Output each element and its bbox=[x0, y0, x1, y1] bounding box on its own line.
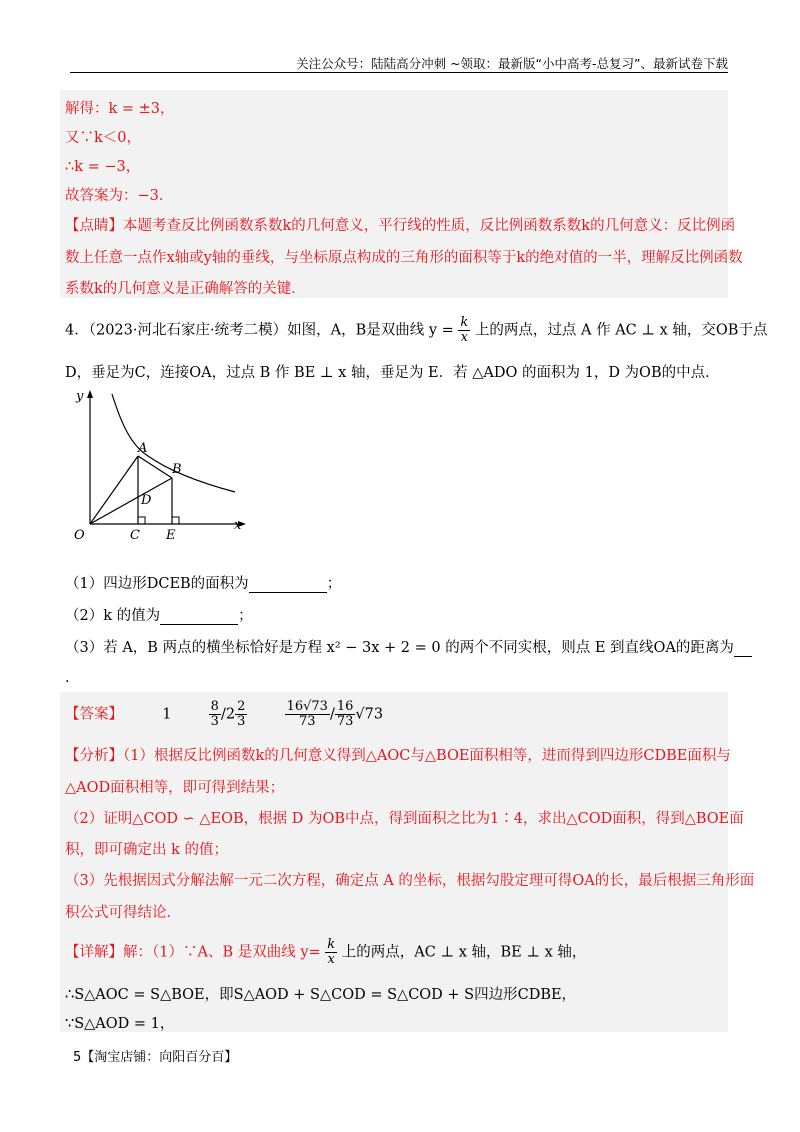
analysis-line-3: （2）证明△COD ∽ △EOB，根据 D 为OB中点，得到面积之比为1∶4，求出△COD面积，得到△BOE面 bbox=[65, 811, 744, 827]
solution-line-1: 解得：k = ±3， bbox=[65, 101, 175, 117]
answer-3-den: 73 bbox=[298, 714, 316, 729]
detail-fraction-den: x bbox=[327, 952, 335, 967]
answer-label: 【答案】 bbox=[65, 706, 123, 723]
sub-question-2 bbox=[65, 604, 253, 625]
answer-3-fraction bbox=[285, 700, 330, 729]
hyperbola-fraction bbox=[458, 316, 470, 345]
sub-question-3 bbox=[65, 636, 752, 657]
label-b: B bbox=[172, 462, 182, 477]
label-y: y bbox=[76, 389, 84, 404]
question-line-1-b: 上的两点，过点 A 作 AC ⊥ x 轴，交OB于点 bbox=[474, 322, 768, 339]
detail-line-1-a: 【详解】解：（1）∵A、B 是双曲线 y= bbox=[65, 944, 321, 961]
answer-2-fraction bbox=[209, 700, 221, 729]
analysis-line-2: △AOD面积相等，即可得到结果； bbox=[65, 780, 285, 796]
header-rule bbox=[70, 72, 728, 73]
answer-3-num: 16√73 bbox=[286, 699, 328, 714]
label-a: A bbox=[138, 441, 148, 456]
answer-2b-den: 3 bbox=[237, 714, 246, 729]
sub-question-3-period: ． bbox=[65, 670, 80, 686]
answer-3b-den: 73 bbox=[336, 714, 354, 729]
answer-line bbox=[65, 700, 383, 729]
right-angle-c bbox=[138, 517, 145, 524]
page-header: 关注公众号：陆陆高分冲刺 ~领取：最新版“小中高考-总复习”、最新试卷下载 bbox=[296, 56, 728, 71]
answer-blank-2 bbox=[160, 608, 238, 625]
detail-line-3: ∵S△AOD = 1， bbox=[65, 1016, 175, 1032]
sub-question-2-text: （2）k 的值为 bbox=[65, 608, 161, 624]
question-line-1-a: 4．（2023·河北石家庄·统考二模）如图，A，B是双曲线 y = bbox=[65, 322, 454, 339]
y-axis-arrow bbox=[87, 390, 93, 398]
solution-line-2: 又∵k＜0， bbox=[65, 130, 142, 146]
detail-fraction bbox=[325, 938, 337, 967]
answer-2b-num: 2 bbox=[237, 699, 246, 714]
segment-ob bbox=[90, 478, 172, 524]
answer-3b-num: 16 bbox=[336, 699, 354, 714]
answer-2-sep: /2 bbox=[220, 706, 236, 723]
sub-question-3-text: （3）若 A，B 两点的横坐标恰好是方程 x² − 3x + 2 = 0 的两个不同实根，则点 E 到直线OA的距离为 bbox=[65, 640, 734, 656]
label-d: D bbox=[141, 493, 152, 508]
solution-line-3: ∴k = −3， bbox=[65, 159, 141, 175]
segment-oa bbox=[90, 456, 138, 524]
answer-3-sep: / bbox=[329, 706, 335, 723]
fraction-denominator: x bbox=[460, 330, 468, 345]
analysis-line-6: 积公式可得结论． bbox=[65, 905, 181, 921]
analysis-line-1: 【分析】（1）根据反比例函数k的几何意义得到△AOC与△BOE面积相等，进而得到四边形CDBE面积与 bbox=[65, 748, 731, 764]
detail-line-1-b: 上的两点，AC ⊥ x 轴，BE ⊥ x 轴， bbox=[341, 944, 587, 961]
answer-2-num: 8 bbox=[210, 699, 219, 714]
sub-question-1-end: ； bbox=[326, 576, 342, 592]
detail-line-2: ∴S△AOC = S△BOE，即S△AOD + S△COD = S△COD + S四边形CDBE， bbox=[65, 987, 577, 1003]
detail-line-1 bbox=[65, 938, 586, 967]
sub-question-2-end: ； bbox=[238, 608, 253, 624]
label-c: C bbox=[130, 528, 140, 543]
answer-3-root: √73 bbox=[355, 706, 384, 723]
solution-line-4: 故答案为：−3． bbox=[65, 188, 174, 204]
analysis-line-4: 积，即可确定出 k 的值； bbox=[65, 842, 229, 858]
comment-line-1: 【点睛】本题考查反比例函数系数k的几何意义，平行线的性质，反比例函数系数k的几何意义：反比例函 bbox=[65, 218, 736, 234]
hyperbola-curve bbox=[112, 394, 235, 492]
sub-question-1 bbox=[65, 572, 341, 593]
label-x: x bbox=[234, 518, 242, 533]
label-o: O bbox=[74, 528, 85, 543]
answer-blank-3 bbox=[734, 640, 752, 657]
comment-line-2: 数上任意一点作x轴或y轴的垂线，与坐标原点构成的三角形的面积等于k的绝对值的一半，理解反比例函数 bbox=[65, 250, 743, 266]
fraction-numerator: k bbox=[460, 315, 469, 330]
question-line-2: D，垂足为C，连接OA，过点 B 作 BE ⊥ x 轴，垂足为 E．若 △ADO 的面积为 1，D 为OB的中点． bbox=[65, 365, 720, 381]
answer-2b-fraction bbox=[235, 700, 247, 729]
answer-blank-1 bbox=[249, 576, 327, 593]
answer-3b-fraction bbox=[335, 700, 356, 729]
analysis-line-5: （3）先根据因式分解法解一元二次方程，确定点 A 的坐标，根据勾股定理可得OA的长，最后根据三角形面 bbox=[65, 873, 755, 889]
sub-question-1-text: （1）四边形DCEB的面积为 bbox=[65, 576, 249, 592]
answer-box bbox=[60, 692, 728, 1032]
label-e: E bbox=[166, 528, 176, 543]
page-footer: 5【淘宝店铺：向阳百分百】 bbox=[73, 1050, 238, 1065]
detail-fraction-num: k bbox=[327, 937, 336, 952]
question-line-1 bbox=[65, 316, 767, 345]
answer-value-1: 1 bbox=[162, 706, 172, 723]
hyperbola-figure bbox=[60, 384, 260, 544]
right-angle-e bbox=[172, 517, 179, 524]
comment-line-3: 系数k的几何意义是正确解答的关键． bbox=[65, 281, 306, 297]
answer-2-den: 3 bbox=[210, 714, 219, 729]
